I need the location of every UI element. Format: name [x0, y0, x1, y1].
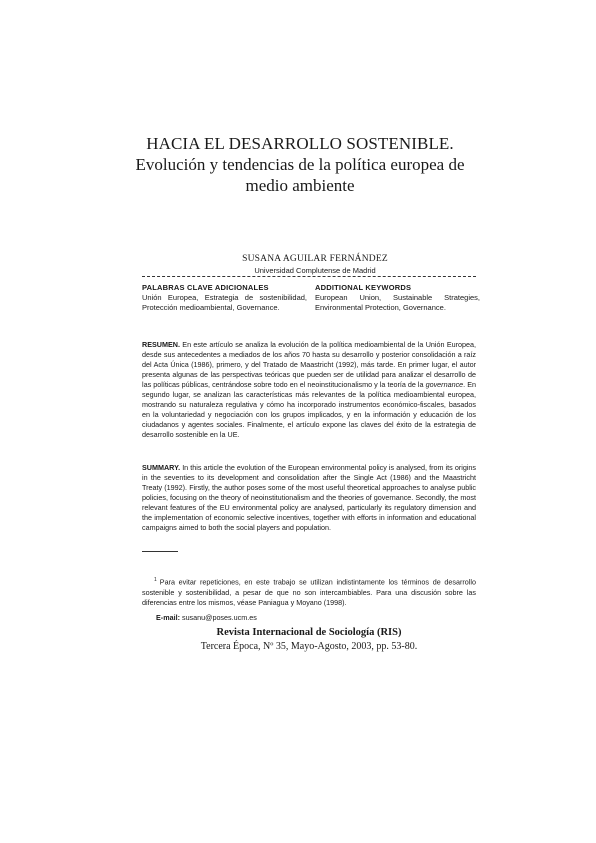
author-affiliation: Universidad Complutense de Madrid	[254, 266, 376, 275]
subtitle-line-2: medio ambiente	[245, 176, 355, 195]
keywords-en-text: European Union, Sustainable Strategies, Environmental Protection, Governance.	[315, 293, 480, 312]
title-block	[100, 134, 500, 196]
footnote	[142, 575, 476, 609]
summary-label: SUMMARY.	[142, 463, 181, 472]
journal-block	[142, 627, 476, 652]
main-title: HACIA EL DESARROLLO SOSTENIBLE.	[146, 134, 454, 153]
email-address: susanu@poses.ucm.es	[181, 613, 257, 622]
resumen-italic-term: governance	[425, 380, 464, 389]
keywords-es-heading: PALABRAS CLAVE ADICIONALES	[142, 283, 269, 292]
subtitle-line-1: Evolución y tendencias de la política europea de	[135, 155, 465, 174]
resumen-text-2: . En segundo lugar, se analizan las características más relevantes de la política medioambiental europea, mostrando su naturaleza regulativa y cómo ha incorporado instrumentos económico-fiscales, basados en la voluntariedad y negociación con los grupos implicados, y en la información y educación de los ciudadanos y agentes sociales. Finalmente, el artículo expone las claves del éxito de la estrategia de desarrollo sostenible en la UE.	[142, 380, 476, 439]
email-label: E-mail:	[156, 613, 180, 622]
author-name: SUSANA AGUILAR FERNÁNDEZ	[242, 254, 388, 264]
resumen-abstract	[142, 340, 476, 440]
keywords-divider	[142, 276, 476, 277]
keywords-es-text: Unión Europea, Estrategia de sostenibilidad, Protección medioambiental, Governance.	[142, 293, 307, 312]
footnote-marker: 1	[154, 577, 157, 583]
author-block	[150, 254, 480, 275]
resumen-text-1: En este artículo se analiza la evolución de la política medioambiental de la Unión Europea, desde sus antecedentes a mediados de los años 70 hasta su desarrollo y posterior consolidación a raíz del Acta Única (1986), primero, y del Tratado de Maastricht (1992), más tarde. En primer lugar, el autor presenta algunas de las perspectivas teóricas que pueden ser de utilidad para analizar el desarrollo de las políticas públicas, centrándose sobre todo en el neoinstitucionalismo y la teoría de la	[142, 340, 476, 389]
keywords-en-heading: ADDITIONAL KEYWORDS	[315, 283, 412, 292]
resumen-label: RESUMEN.	[142, 340, 180, 349]
footnote-text: Para evitar repeticiones, en este trabajo se utilizan indistintamente los términos de desarrollo sostenible y sostenibilidad, a pesar de que no son intercambiables. Para una discusión sobre las diferencias entre los mismos, véase Paniagua y Moyano (1998).	[142, 577, 476, 608]
journal-issue: Tercera Época, Nº 35, Mayo-Agosto, 2003, pp. 53-80.	[200, 641, 418, 652]
keywords-spanish	[142, 283, 307, 313]
keywords-english	[315, 283, 480, 313]
footnote-divider	[142, 551, 178, 552]
summary-text: In this article the evolution of the European environmental policy is analysed, from its origins in the seventies to its development and consolidation after the Single Act (1986) and the Maastricht Treaty (1992). Firstly, the author poses some of the most useful theoretical approaches to analyse public policies, focusing on the theory of neoinstitutionalism and the theories of governance. Secondly, the most relevant features of the EU environmental policy are analysed, particularly its regulatory dimension and the implementation of economic selective incentives, together with efforts in information and educational campaigns aimed to both the social players and population.	[142, 463, 477, 532]
journal-name: Revista Internacional de Sociología (RIS)	[216, 627, 402, 638]
author-email	[156, 613, 257, 622]
summary-abstract	[142, 463, 476, 533]
